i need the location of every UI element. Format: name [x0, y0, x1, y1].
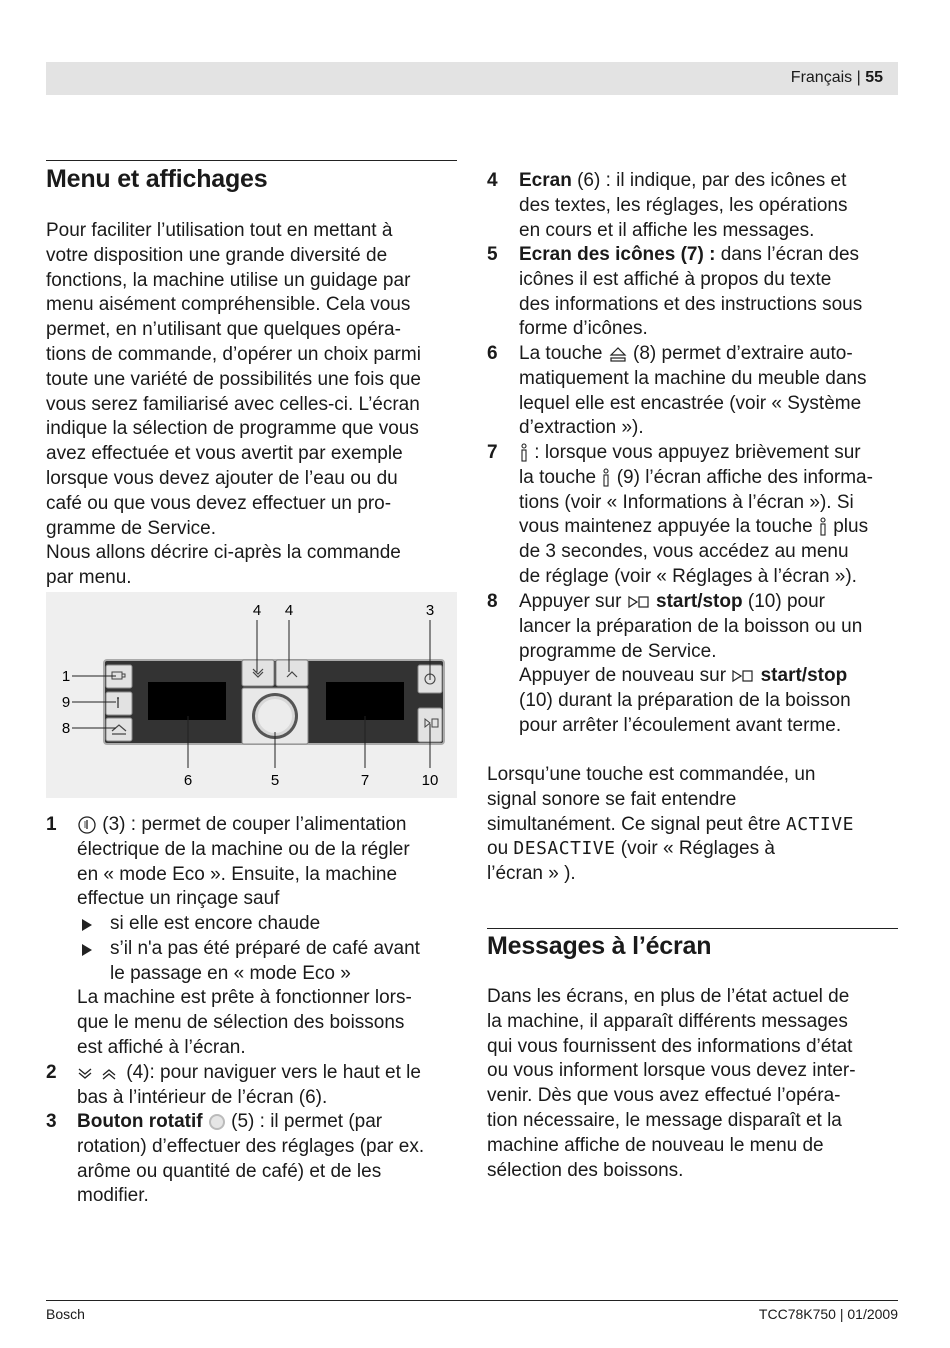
- bullet-item: [82, 937, 462, 987]
- info-icon: [519, 443, 529, 463]
- text-line: est affiché à l’écran.: [77, 1036, 246, 1058]
- item-text: la touche: [519, 466, 597, 488]
- item-text: (4): pour naviguer vers le haut et le: [126, 1062, 421, 1083]
- intro-paragraph: [46, 219, 466, 591]
- item-text: (9) l’écran affiche des informa-: [616, 466, 873, 488]
- text-line: Nous allons décrire ci-après la commande: [46, 542, 401, 564]
- text-line: pour arrêter l’écoulement avant terme.: [519, 714, 842, 736]
- text-line: par menu.: [46, 567, 132, 589]
- page-header: [46, 62, 898, 95]
- info-icon: [601, 468, 611, 488]
- bullet-text: s’il n'a pas été préparé de café avant: [110, 938, 420, 959]
- list-item-2: [46, 1061, 466, 1111]
- text-line: icônes il est affiché à propos du texte: [519, 268, 832, 290]
- text-line: [487, 813, 902, 838]
- item-text: (10) pour: [747, 591, 825, 612]
- text-line: qui vous fournissent des informations d’état: [487, 1035, 853, 1057]
- text-line: programme de Service.: [519, 640, 717, 662]
- text-line: avez effectuée et vous avertit par exemple: [46, 443, 403, 465]
- bullet-text: si elle est encore chaude: [110, 913, 321, 934]
- item-number: 4: [487, 170, 498, 191]
- bold-term: start/stop: [656, 591, 743, 612]
- callout-label-9: 9: [61, 694, 71, 711]
- text-line: fonctions, la machine utilise un guidage par: [46, 269, 411, 291]
- item-number: 5: [487, 244, 498, 265]
- text-line: la machine, il apparaît différents messages: [487, 1010, 848, 1032]
- callout-label-1: 1: [61, 668, 71, 685]
- text-line: [487, 837, 902, 862]
- text-line: toute une variété de possibilités une fois que: [46, 368, 421, 390]
- text-line: de réglage (voir « Réglages à l’écran »).: [519, 565, 857, 587]
- rotary-knob-icon: [208, 1113, 226, 1131]
- list-item-5: [487, 243, 902, 343]
- item-number: 7: [487, 442, 498, 463]
- list-item-3: [46, 1110, 466, 1210]
- info-icon: [818, 517, 828, 537]
- callout-label-6: 6: [183, 772, 193, 789]
- text-line: Dans les écrans, en plus de l’état actuel de: [487, 986, 850, 1007]
- text-line: [519, 664, 904, 689]
- messages-paragraph: [487, 985, 902, 1183]
- text-line: en cours et il affiche les messages.: [519, 219, 815, 241]
- text-line: en « mode Eco ». Ensuite, la machine: [77, 863, 398, 885]
- text-line: arôme ou quantité de café) et de les: [77, 1160, 382, 1182]
- bold-term: start/stop: [760, 665, 848, 687]
- control-panel-diagram: [46, 592, 457, 798]
- item-text: (3) : permet de couper l’alimentation: [102, 814, 407, 835]
- callout-label-3: 3: [425, 602, 435, 619]
- footer-rule: [46, 1300, 898, 1301]
- item1-continuation: [77, 986, 467, 1060]
- text-line: forme d’icônes.: [519, 318, 648, 340]
- text-line: ou vous informent lorsque vous devez inter-: [487, 1060, 856, 1082]
- text-line: matiquement la machine du meuble dans: [519, 367, 867, 389]
- text-line: Pour faciliter l’utilisation tout en mettant à: [46, 220, 393, 241]
- text-line: signal sonore se fait entendre: [487, 788, 737, 810]
- item-text: ou: [487, 838, 509, 860]
- footer-brand: Bosch: [46, 1306, 85, 1322]
- callout-label-7: 7: [360, 772, 370, 789]
- text-line: café ou que vous devez effectuer un pro-: [46, 492, 392, 514]
- item-text: : lorsque vous appuyez brièvement sur: [534, 442, 861, 463]
- text-line: électrique de la machine ou de la régler: [77, 838, 410, 860]
- text-line: (10) durant la préparation de la boisson: [519, 690, 851, 712]
- control-panel-illustration: [46, 592, 457, 798]
- text-line: indique la sélection de programme que vous: [46, 418, 419, 440]
- text-line: l’écran » ).: [487, 863, 576, 885]
- text-line: La machine est prête à fonctionner lors-: [77, 987, 412, 1008]
- text-line: [519, 590, 904, 615]
- text-line: des textes, les réglages, les opérations: [519, 194, 848, 216]
- eject-icon: [608, 344, 628, 364]
- text-line: [77, 1110, 467, 1135]
- list-item-7: [487, 441, 902, 591]
- text-line: d’extraction »).: [519, 417, 644, 439]
- item-text: (5) : il permet (par: [231, 1111, 383, 1132]
- item-number: 6: [487, 343, 498, 364]
- item-text: vous maintenez appuyée la touche: [519, 516, 813, 538]
- text-line: sélection des boissons.: [487, 1159, 684, 1181]
- bullet-item: [82, 912, 462, 937]
- text-line: rotation) d’effectuer des réglages (par ex.: [77, 1135, 425, 1157]
- text-line: menu aisément compréhensible. Cela vous: [46, 294, 411, 316]
- text-line: tions de commande, d’opérer un choix parmi: [46, 343, 421, 365]
- text-line: lequel elle est encastrée (voir « Système: [519, 392, 862, 414]
- item-text: Appuyer sur: [519, 591, 622, 612]
- item-number: 3: [46, 1111, 57, 1132]
- text-line: [519, 342, 904, 367]
- start-stop-icon: [627, 594, 651, 610]
- header-language: Français: [790, 69, 853, 86]
- bullet-text: le passage en « mode Eco »: [110, 962, 351, 984]
- list-item-8: [487, 590, 902, 740]
- up-down-arrows-icon: [77, 1065, 121, 1081]
- section-rule: [487, 928, 898, 929]
- item-text: dans l’écran des: [720, 244, 860, 265]
- text-line: vous serez familiarisé avec celles-ci. L’écran: [46, 393, 420, 415]
- text-line: effectue un rinçage sauf: [77, 888, 280, 910]
- text-line: [519, 515, 904, 540]
- item-number: 2: [46, 1062, 57, 1083]
- text-line: bas à l’intérieur de l’écran (6).: [77, 1086, 328, 1108]
- text-line: [77, 813, 467, 838]
- bullet-triangle-icon: [82, 919, 92, 931]
- item-text: (8) permet d’extraire auto-: [633, 343, 853, 364]
- text-line: lancer la préparation de la boisson ou un: [519, 615, 863, 637]
- text-line: machine affiche de nouveau le menu de: [487, 1134, 824, 1156]
- text-line: que le menu de sélection des boissons: [77, 1011, 405, 1033]
- page-number: 55: [865, 69, 883, 86]
- item-text: (6) : il indique, par des icônes et: [577, 170, 847, 191]
- text-line: [519, 466, 904, 491]
- item-text: simultanément. Ce signal peut être: [487, 813, 781, 835]
- text-line: permet, en n’utilisant que quelques opéra-: [46, 319, 401, 341]
- item-text: La touche: [519, 343, 603, 364]
- lcd-text: ACTIVE: [785, 813, 854, 835]
- text-line: des informations et des instructions sous: [519, 293, 863, 315]
- power-icon: [77, 815, 97, 835]
- footer-model-date: TCC78K750 | 01/2009: [758, 1306, 898, 1322]
- text-line: modifier.: [77, 1185, 149, 1207]
- text-line: [519, 169, 904, 194]
- header-text: Français | 55: [790, 69, 883, 86]
- item-number: 8: [487, 591, 498, 612]
- lcd-text: DESACTIVE: [513, 838, 616, 860]
- callout-label-10: 10: [421, 772, 439, 789]
- item-text: plus: [833, 516, 869, 538]
- callout-label-8: 8: [61, 720, 71, 737]
- text-line: Lorsqu’une touche est commandée, un: [487, 764, 816, 785]
- list-item-6: [487, 342, 902, 442]
- text-line: de 3 secondes, vous accédez au menu: [519, 541, 849, 563]
- text-line: gramme de Service.: [46, 517, 217, 539]
- text-line: votre disposition une grande diversité de: [46, 244, 388, 266]
- text-line: [77, 1061, 467, 1086]
- text-line: venir. Dès que vous avez effectué l’opéra-: [487, 1085, 841, 1107]
- item-text: Appuyer de nouveau sur: [519, 665, 727, 687]
- start-stop-icon: [731, 668, 755, 684]
- section-title-messages: Messages à l’écran: [487, 932, 712, 960]
- bold-term: Bouton rotatif: [77, 1111, 203, 1132]
- bold-term: Ecran des icônes (7) :: [519, 244, 716, 265]
- text-line: tion nécessaire, le message disparaît et la: [487, 1109, 842, 1131]
- signal-paragraph: [487, 763, 902, 887]
- callout-label-4a: 4: [252, 602, 262, 619]
- section-rule: [46, 160, 457, 161]
- text-line: [519, 441, 904, 466]
- list-item-4: [487, 169, 902, 244]
- callout-label-4b: 4: [284, 602, 294, 619]
- bullet-triangle-icon: [82, 944, 92, 956]
- text-line: [519, 243, 904, 268]
- item-text: (voir « Réglages à: [620, 838, 775, 860]
- text-line: lorsque vous devez ajouter de l’eau ou du: [46, 467, 398, 489]
- section-title-menu: Menu et affichages: [46, 165, 268, 193]
- item-number: 1: [46, 814, 57, 835]
- callout-label-5: 5: [270, 772, 280, 789]
- bold-term: Ecran: [519, 170, 572, 191]
- text-line: tions (voir « Informations à l’écran »). Si: [519, 491, 854, 513]
